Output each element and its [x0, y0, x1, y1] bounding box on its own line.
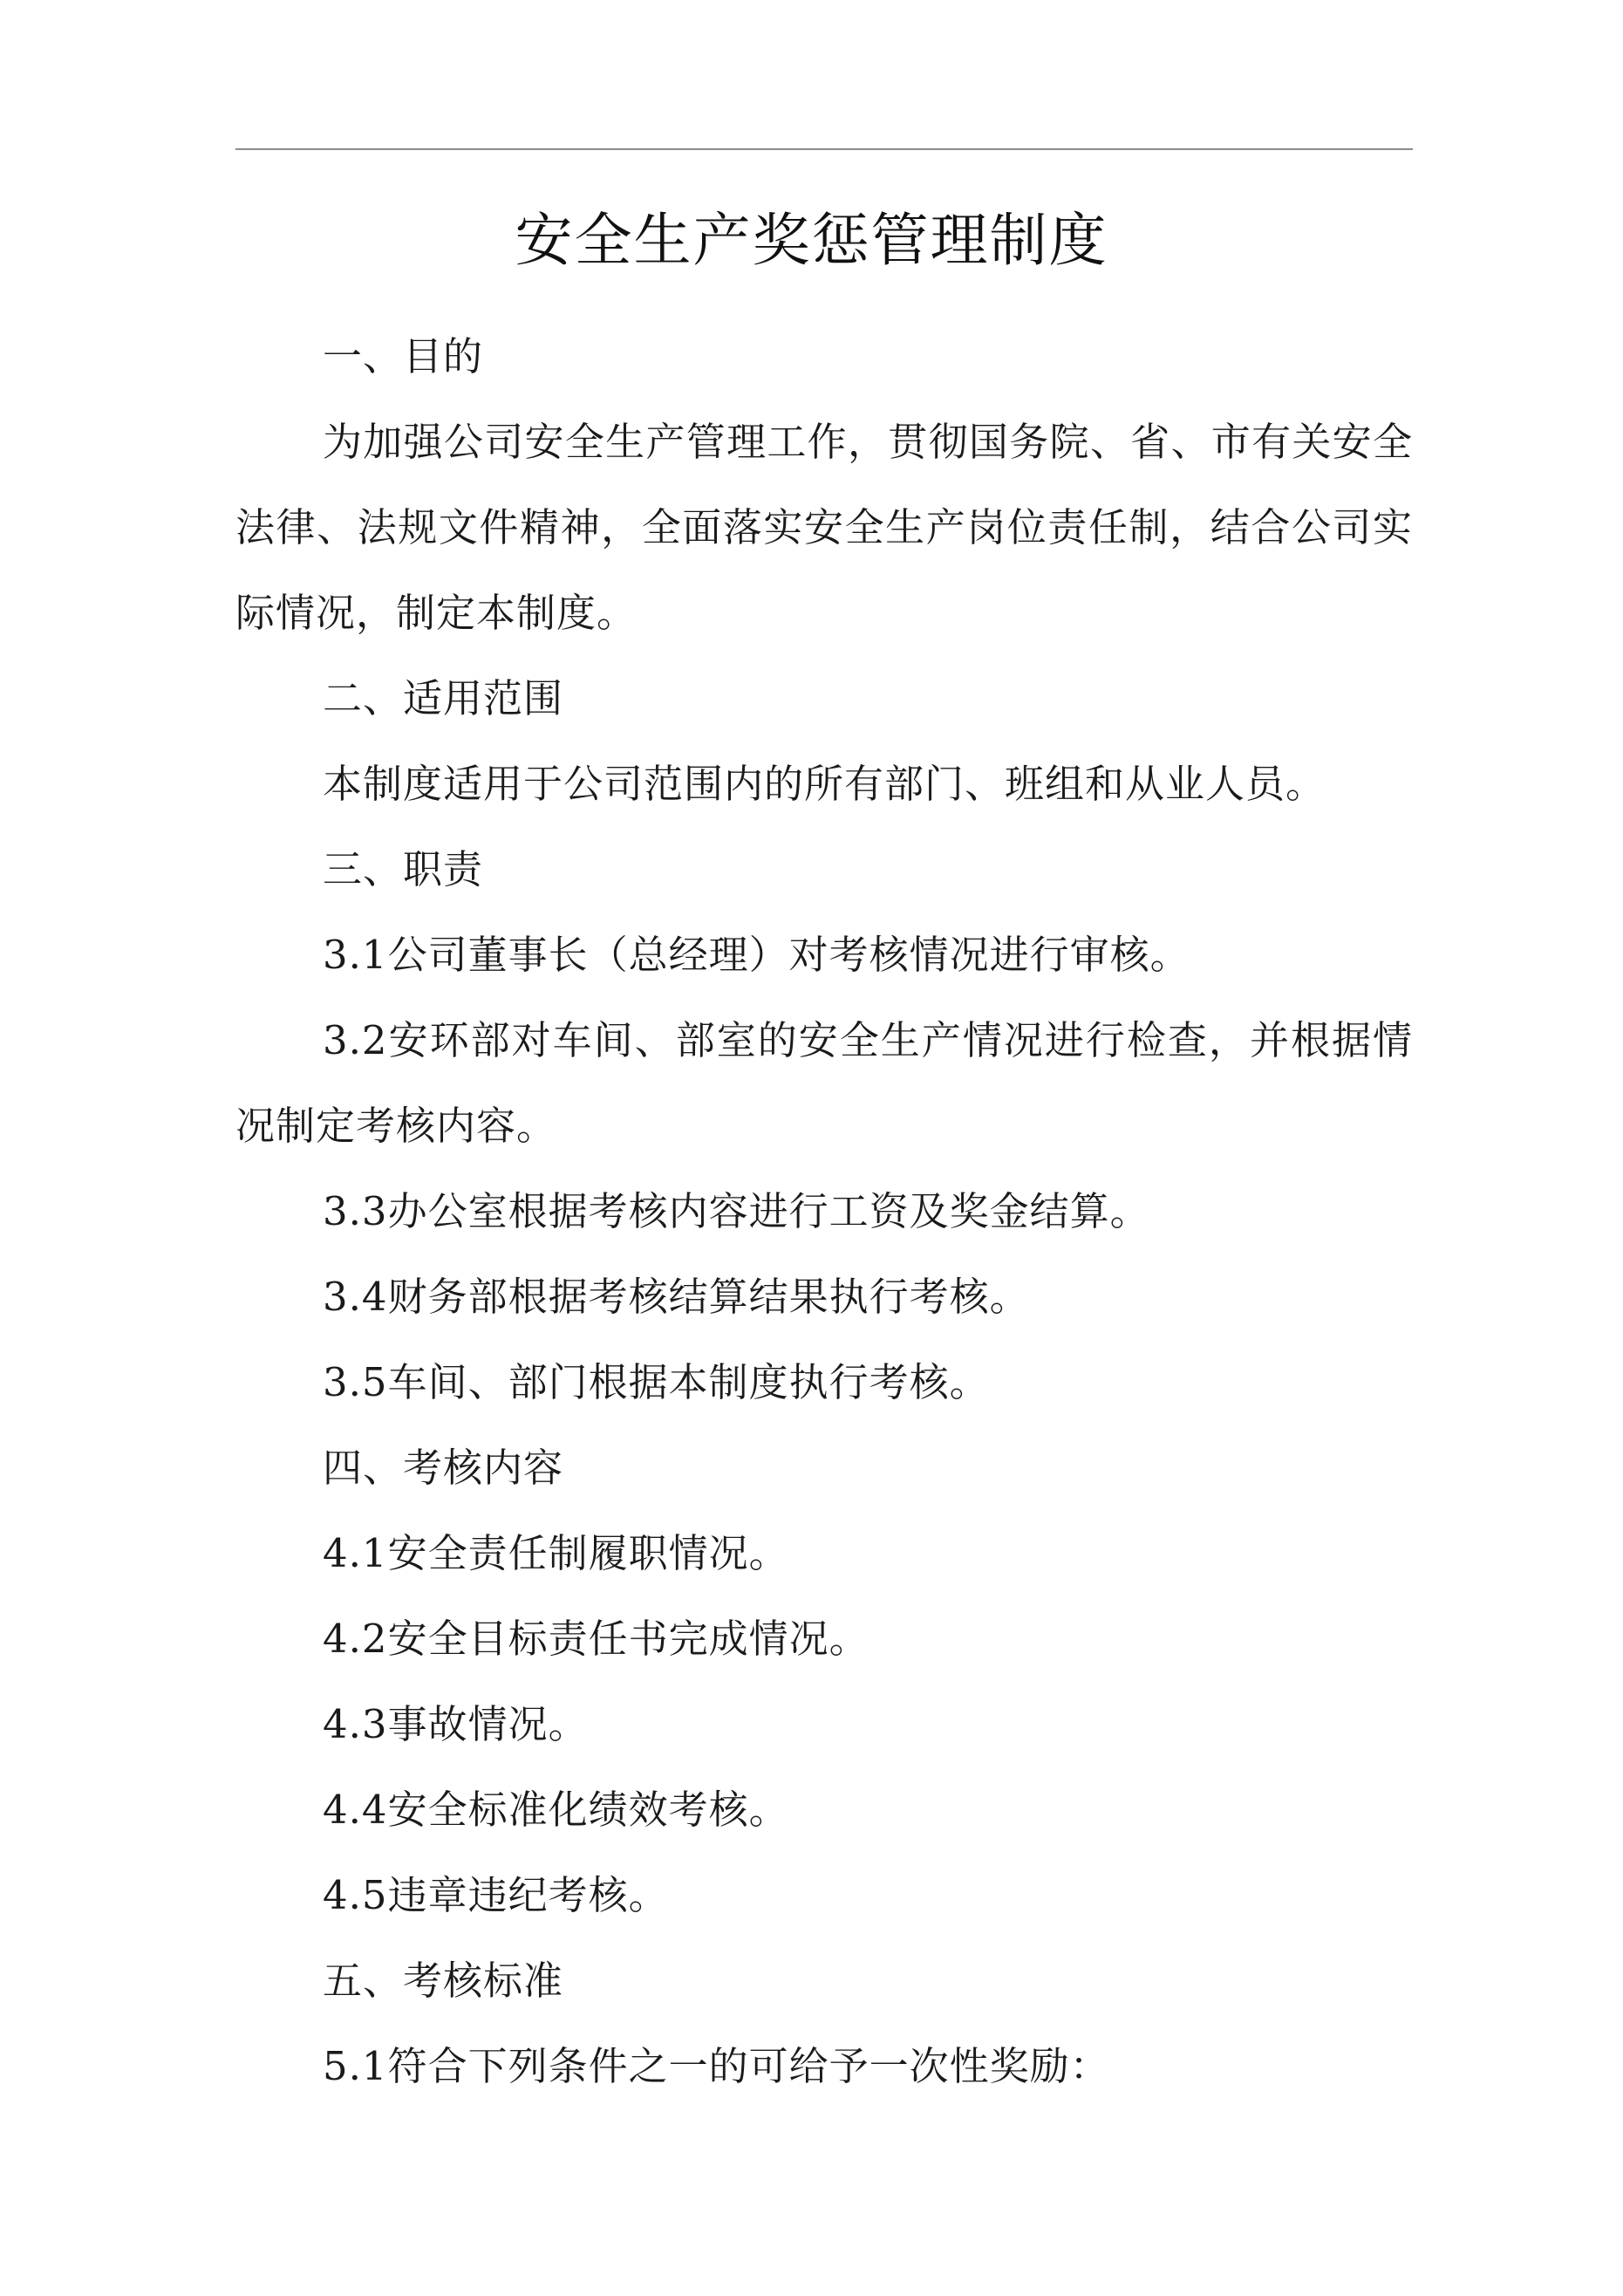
document-title: 安全生产奖惩管理制度 [515, 207, 1108, 274]
section-heading-scope: 二、适用范围 [323, 675, 564, 721]
section-heading-assessment-content: 四、考核内容 [323, 1445, 564, 1491]
list-item-3-1: 3.1公司董事长（总经理）对考核情况进行审核。 [323, 932, 1190, 978]
list-item-4-1: 4.1安全责任制履职情况。 [323, 1530, 789, 1576]
document-body [235, 314, 1413, 2109]
list-item-4-2: 4.2安全目标责任书完成情况。 [323, 1616, 869, 1662]
list-item-4-3: 4.3事故情况。 [323, 1701, 589, 1747]
list-item-5-1: 5.1符合下列条件之一的可给予一次性奖励： [323, 2043, 1110, 2089]
list-item-3-3: 3.3办公室根据考核内容进行工资及奖金结算。 [323, 1188, 1150, 1234]
list-item-3-4: 3.4财务部根据考核结算结果执行考核。 [323, 1274, 1030, 1320]
section-heading-purpose: 一、目的 [323, 333, 484, 379]
paragraph-scope: 本制度适用于公司范围内的所有部门、班组和从业人员。 [323, 761, 1326, 807]
paragraph-purpose: 为加强公司安全生产管理工作，贯彻国务院、省、市有关安全法律、法规文件精神，全面落实安全生产岗位责任制，结合公司实际情况，制定本制度。 [235, 419, 1413, 636]
list-item-4-5: 4.5违章违纪考核。 [323, 1872, 669, 1918]
list-item-3-5: 3.5车间、部门根据本制度执行考核。 [323, 1359, 990, 1405]
list-item-4-4: 4.4安全标准化绩效考核。 [323, 1787, 789, 1833]
section-heading-assessment-standard: 五、考核标准 [323, 1958, 564, 2004]
list-item-3-2: 3.2安环部对车间、部室的安全生产情况进行检查，并根据情况制定考核内容。 [235, 1017, 1413, 1149]
section-heading-duties: 三、职责 [323, 846, 484, 892]
header-rule [235, 148, 1413, 150]
